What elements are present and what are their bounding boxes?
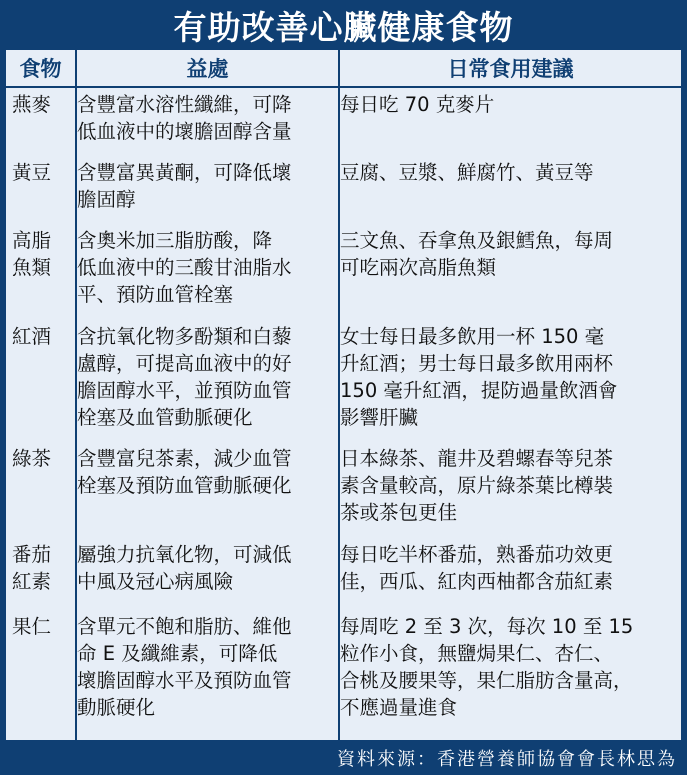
- benefit-text: 含豐富異黃酮，可降低壞 膽固醇: [77, 161, 292, 211]
- advice-text: 每周吃 2 至 3 次，每次 10 至 15 粒作小食，無鹽焗果仁、杏仁、 合桃及腰果等，果仁脂肪含量高， 不應過量進食: [340, 615, 634, 719]
- table-row: [6, 224, 681, 320]
- food-name: 紅酒: [12, 325, 52, 348]
- food-name: 綠茶: [12, 447, 52, 470]
- benefit-text: 含奧米加三脂肪酸，降 低血液中的三酸甘油脂水 平、預防血管栓塞: [77, 229, 292, 306]
- table-row: [6, 320, 681, 442]
- advice-text: 每日吃 70 克麥片: [340, 93, 495, 116]
- food-name: 燕麥: [12, 93, 52, 116]
- advice-text: 女士每日最多飲用一杯 150 毫 升紅酒；男士每日最多飲用兩杯 150 毫升紅酒，提防過量飲酒會 影響肝臟: [340, 325, 618, 429]
- food-name: 黃豆: [12, 161, 52, 184]
- table-row: [6, 610, 681, 740]
- table-row: [6, 538, 681, 610]
- column-header-food: 食物: [19, 57, 62, 81]
- food-table: [6, 88, 681, 740]
- benefit-text: 含豐富兒茶素，減少血管 栓塞及預防血管動脈硬化: [77, 447, 292, 497]
- advice-text: 每日吃半杯番茄，熟番茄功效更 佳，西瓜、紅肉西柚都含茄紅素: [340, 543, 614, 593]
- food-name: 番茄 紅素: [12, 543, 52, 593]
- benefit-text: 含豐富水溶性纖維，可降 低血液中的壞膽固醇含量: [77, 93, 292, 143]
- column-header-advice: 日常食用建議: [447, 57, 574, 81]
- food-name: 果仁: [12, 615, 52, 638]
- benefit-text: 屬強力抗氧化物，可減低 中風及冠心病風險: [77, 543, 292, 593]
- food-name: 高脂 魚類: [12, 229, 52, 279]
- table-row: [6, 88, 681, 156]
- advice-text: 三文魚、吞拿魚及銀鱈魚，每周 可吃兩次高脂魚類: [340, 229, 614, 279]
- table-row: [6, 156, 681, 224]
- column-header-benefit: 益處: [186, 57, 229, 81]
- advice-text: 日本綠茶、龍井及碧螺春等兒茶 素含量較高，原片綠茶葉比樽裝 茶或茶包更佳: [340, 447, 614, 524]
- source-credit: 資料來源：香港營養師協會會長林思為: [0, 740, 687, 775]
- benefit-text: 含抗氧化物多酚類和白藜 盧醇，可提高血液中的好 膽固醇水平，並預防血管 栓塞及血管動脈硬化: [77, 325, 292, 429]
- page-title: 有助改善心臟健康食物: [0, 0, 687, 50]
- advice-text: 豆腐、豆漿、鮮腐竹、黃豆等: [340, 161, 594, 184]
- benefit-text: 含單元不飽和脂肪、維他 命 E 及纖維素，可降低 壞膽固醇水平及預防血管 動脈硬化: [77, 615, 292, 719]
- table-row: [6, 442, 681, 538]
